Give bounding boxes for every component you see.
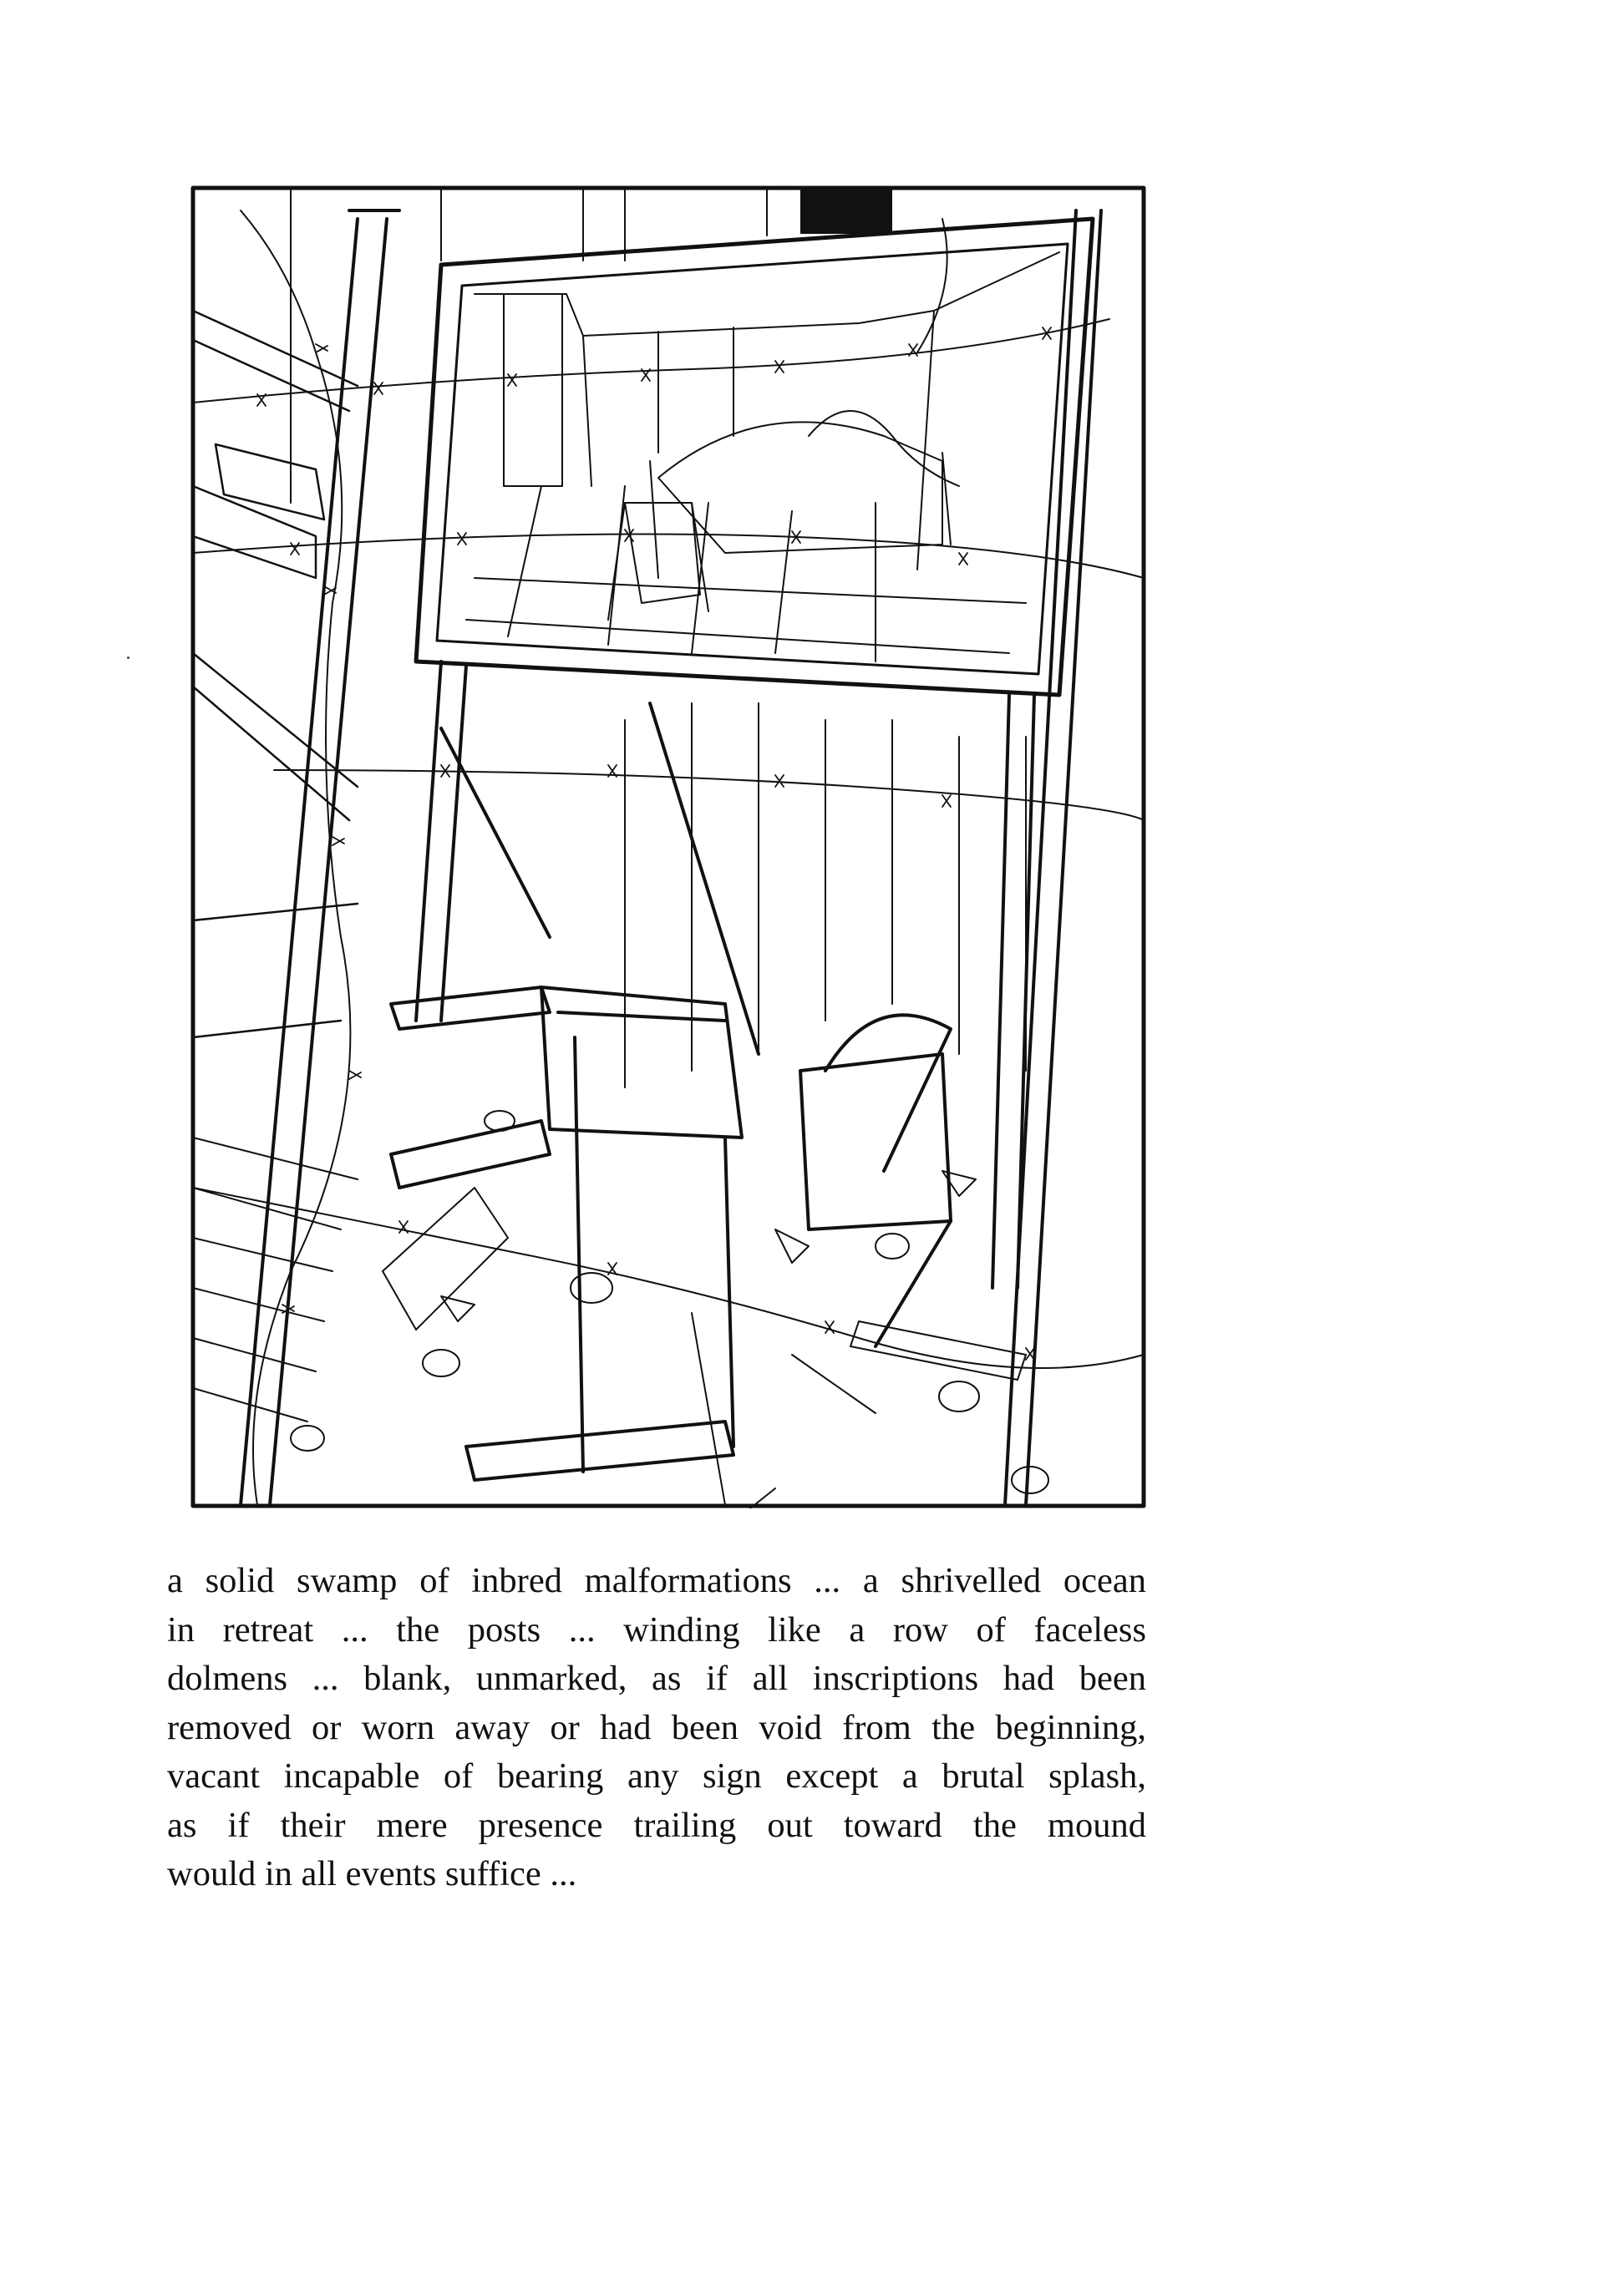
passage-line: would in all events suffice ... xyxy=(167,1854,577,1893)
right-post xyxy=(1005,210,1101,1505)
passage-line: a solid swamp of inbred malformations ... a shrivelled ocean xyxy=(167,1561,1146,1600)
floor-debris xyxy=(193,1111,1048,1508)
ink-illustration xyxy=(190,185,1146,1508)
passage-line: as if their mere presence trailing out toward the mound xyxy=(167,1805,1146,1845)
illustration-frame xyxy=(190,185,1146,1508)
overturned-table xyxy=(391,987,742,1480)
passage-line: removed or worn away or had been void from the beginning, xyxy=(167,1707,1146,1747)
room-interior xyxy=(466,252,1059,661)
passage-line: dolmens ... blank, unmarked, as if all inscriptions had been xyxy=(167,1659,1146,1698)
illustration-border xyxy=(193,188,1144,1506)
wall-planks xyxy=(291,188,1026,1087)
dark-gap xyxy=(800,188,892,234)
wire-barbs xyxy=(257,327,1051,1360)
passage-line: in retreat ... the posts ... winding like a row of faceless xyxy=(167,1609,1146,1650)
passage-text xyxy=(167,1557,1146,1899)
fallen-chair xyxy=(800,1015,951,1346)
stray-ink-dot xyxy=(127,656,129,659)
passage-line: vacant incapable of bearing any sign except a brutal splash, xyxy=(167,1756,1146,1796)
